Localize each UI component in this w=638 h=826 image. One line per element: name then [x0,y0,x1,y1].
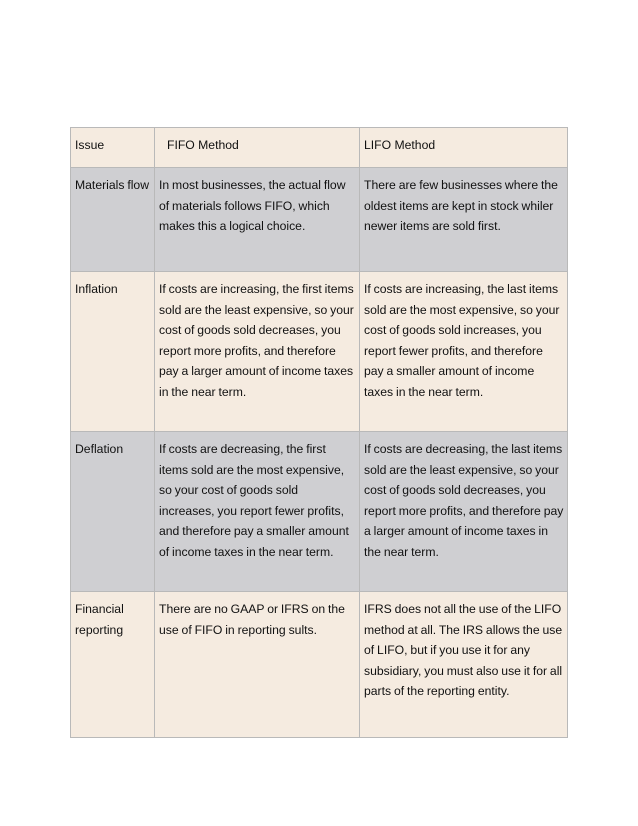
cell-lifo [360,592,568,738]
table-row-financial-reporting [71,592,568,738]
fifo-text: There are no GAAP or IFRS on the use of FIFO in reporting sults. [159,602,345,637]
cell-issue [71,272,155,432]
header-lifo-text: LIFO Method [364,138,436,152]
header-issue [71,128,155,168]
fifo-lifo-comparison-table [70,127,568,738]
table-row-inflation [71,272,568,432]
issue-text: Inflation [75,282,118,296]
cell-fifo [155,272,360,432]
fifo-text: If costs are decreasing, the first items sold are the most expensive, so your cost of goods sold increases, you report fewer profits, and therefore pay a smaller amount of income taxes in the near term. [159,442,349,559]
header-fifo [155,128,360,168]
header-issue-text: Issue [75,138,105,152]
header-lifo [360,128,568,168]
cell-issue [71,168,155,272]
lifo-text: IFRS does not all the use of the LIFO method at all. The IRS allows the use of LIFO, but if you use it for any subsidiary, you must also use it for all parts of the reporting entity. [364,602,563,698]
fifo-text: If costs are increasing, the first items sold are the least expensive, so your cost of goods sold decreases, you report more profits, and therefore pay a larger amount of income taxes in the near term. [159,282,354,399]
table-row-materials-flow [71,168,568,272]
fifo-text: In most businesses, the actual flow of materials follows FIFO, which makes this a logical choice. [159,178,346,233]
cell-issue [71,592,155,738]
cell-fifo [155,168,360,272]
lifo-text: If costs are increasing, the last items sold are the most expensive, so your cost of goods sold increases, you report fewer profits, and therefore pay a smaller amount of income taxes in the near term. [364,282,560,399]
lifo-text: There are few businesses where the oldest items are kept in stock whiler newer items are sold first. [364,178,558,233]
cell-lifo [360,272,568,432]
issue-text: Financial reporting [75,602,124,637]
table-row-deflation [71,432,568,592]
cell-fifo [155,592,360,738]
cell-issue [71,432,155,592]
header-row [71,128,568,168]
issue-text: Deflation [75,442,124,456]
cell-lifo [360,432,568,592]
lifo-text: If costs are decreasing, the last items sold are the least expensive, so your cost of goods sold decreases, you report more profits, and therefore pay a larger amount of income taxes in the near term. [364,442,564,559]
header-fifo-text: FIFO Method [167,138,239,152]
cell-fifo [155,432,360,592]
cell-lifo [360,168,568,272]
issue-text: Materials flow [75,178,149,192]
